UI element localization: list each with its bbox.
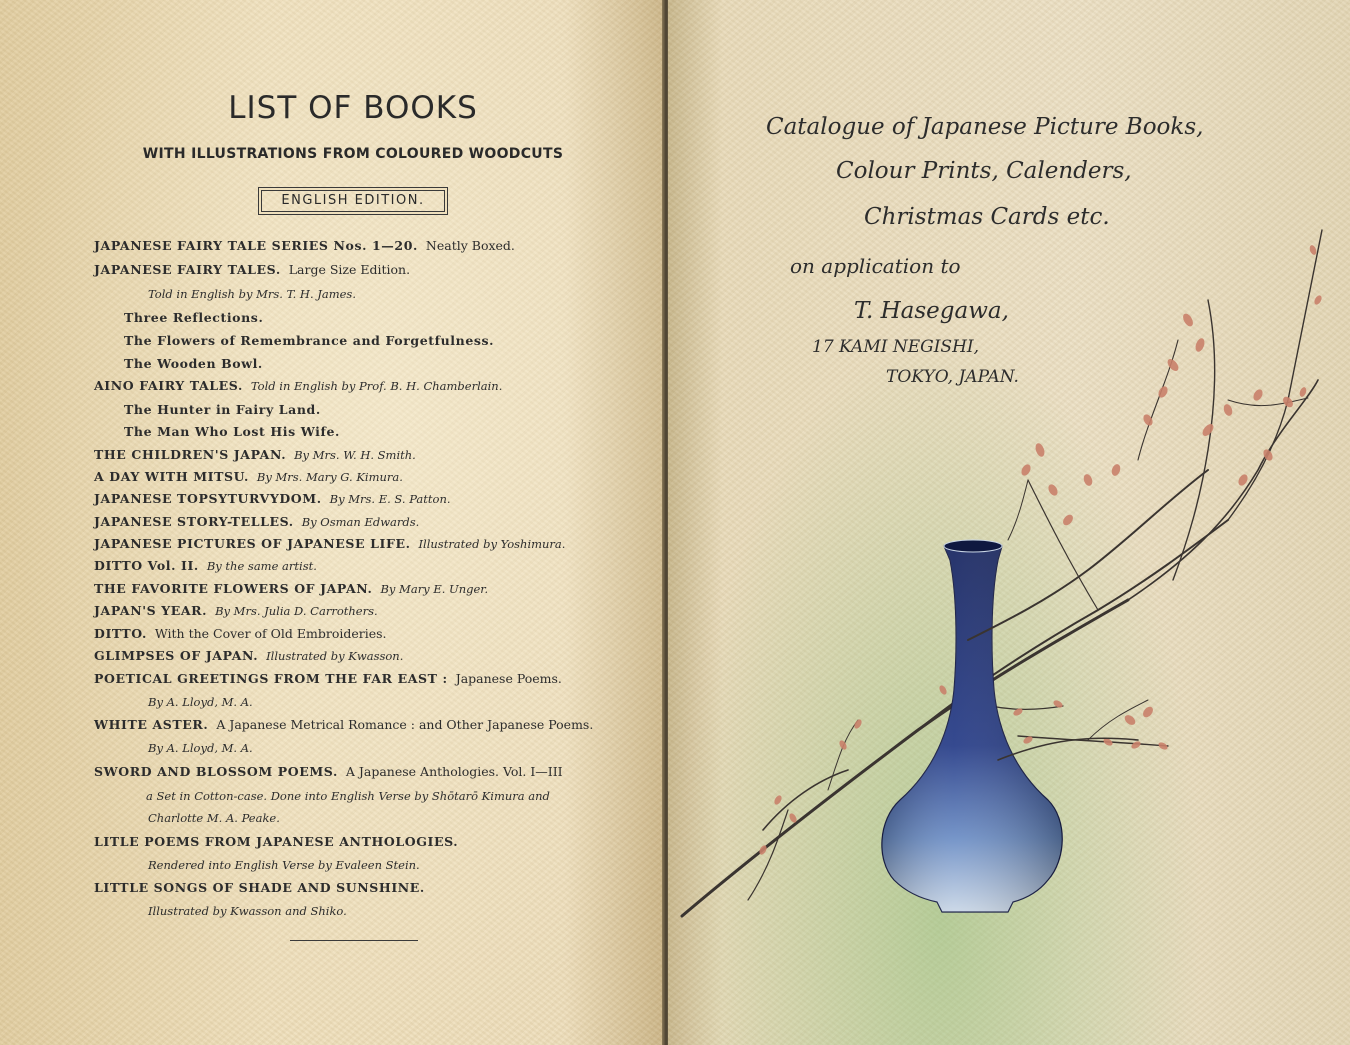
book-entry: [124, 402, 321, 417]
book-note: By Mrs. Mary G. Kimura.: [256, 470, 403, 484]
publisher-name: T. Hasegawa,: [854, 298, 1009, 324]
application-line: on application to: [790, 254, 961, 278]
list-subtitle: WITH ILLUSTRATIONS FROM COLOURED WOODCUTS: [142, 146, 564, 162]
right-page: [668, 0, 1350, 1045]
book-entry: [124, 310, 263, 325]
book-entry: [148, 903, 347, 918]
book-title: LITLE POEMS FROM JAPANESE ANTHOLOGIES.: [94, 834, 459, 849]
end-rule: [290, 940, 418, 941]
catalogue-line-1: Catalogue of Japanese Picture Books,: [766, 114, 1204, 140]
left-page: [0, 0, 664, 1045]
book-note: A Japanese Metrical Romance : and Other Japanese Poems.: [216, 717, 594, 732]
book-entry: [148, 810, 280, 825]
book-entry: [94, 717, 593, 732]
book-entry: [124, 356, 263, 371]
book-entry: [94, 447, 416, 462]
book-note: By Mrs. Julia D. Carrothers.: [215, 604, 378, 618]
book-entry: [94, 536, 565, 551]
book-note: Neatly Boxed.: [425, 238, 515, 253]
book-note: Charlotte M. A. Peake.: [148, 811, 280, 825]
book-entry: [148, 286, 356, 301]
catalogue-line-3: Christmas Cards etc.: [864, 204, 1110, 230]
book-note: Told in English by Mrs. T. H. James.: [148, 287, 356, 301]
book-title: DITTO.: [94, 626, 147, 641]
book-entry: [94, 514, 419, 529]
book-entry: [94, 491, 451, 506]
book-title: DITTO Vol. II.: [94, 558, 199, 573]
book-title: LITTLE SONGS OF SHADE AND SUNSHINE.: [94, 880, 425, 895]
book-note: By Mary E. Unger.: [380, 582, 489, 596]
book-entry: [148, 740, 253, 755]
edition-label: ENGLISH EDITION.: [258, 187, 448, 215]
vase-and-blossom-illustration: [668, 0, 1350, 1045]
book-title: GLIMPSES OF JAPAN.: [94, 648, 259, 663]
book-note: Illustrated by Kwasson and Shiko.: [148, 904, 347, 918]
book-entry: [148, 694, 253, 709]
book-note: Rendered into English Verse by Evaleen Stein.: [148, 858, 420, 872]
address-city: TOKYO, JAPAN.: [886, 367, 1019, 387]
book-entry: [94, 764, 563, 779]
book-entry: [94, 671, 562, 686]
book-note: By Mrs. W. H. Smith.: [294, 448, 416, 462]
book-entry: [94, 648, 403, 663]
book-note: Japanese Poems.: [455, 671, 562, 686]
book-title: JAPANESE FAIRY TALE SERIES Nos. 1—20.: [94, 238, 418, 253]
book-note: Illustrated by Yoshimura.: [418, 537, 566, 551]
book-note: By Mrs. E. S. Patton.: [329, 492, 451, 506]
book-title: The Man Who Lost His Wife.: [124, 424, 340, 439]
book-note: Large Size Edition.: [288, 262, 411, 277]
book-entry: [94, 558, 317, 573]
book-note: By A. Lloyd, M. A.: [148, 695, 253, 709]
book-entry: [94, 603, 378, 618]
book-entry: [124, 333, 494, 348]
book-title: WHITE ASTER.: [94, 717, 209, 732]
catalogue-line-2: Colour Prints, Calenders,: [836, 158, 1132, 184]
book-note: By Osman Edwards.: [301, 515, 420, 529]
book-note: A Japanese Anthologies. Vol. I—III: [345, 764, 563, 779]
book-title: The Flowers of Remembrance and Forgetfulness.: [124, 333, 495, 348]
book-note: a Set in Cotton-case. Done into English Verse by Shōtarō Kimura and: [146, 789, 550, 803]
book-title: The Hunter in Fairy Land.: [124, 402, 321, 417]
book-title: THE FAVORITE FLOWERS OF JAPAN.: [94, 581, 373, 596]
book-note: Told in English by Prof. B. H. Chamberlain.: [250, 379, 503, 393]
book-note: By A. Lloyd, M. A.: [148, 741, 253, 755]
book-title: JAPANESE FAIRY TALES.: [94, 262, 281, 277]
book-entry: [94, 262, 410, 277]
book-entry: [94, 834, 458, 849]
book-entry: [94, 581, 488, 596]
book-title: Three Reflections.: [124, 310, 264, 325]
book-title: JAPANESE PICTURES OF JAPANESE LIFE.: [94, 536, 411, 551]
book-entry: [94, 626, 387, 641]
book-title: JAPANESE STORY-TELLES.: [94, 514, 294, 529]
book-entry: [94, 880, 425, 895]
book-entry: [94, 238, 515, 253]
book-entry: [94, 378, 502, 393]
book-title: SWORD AND BLOSSOM POEMS.: [94, 764, 338, 779]
book-entry: [124, 424, 340, 439]
book-title: JAPANESE TOPSYTURVYDOM.: [94, 491, 322, 506]
book-title: The Wooden Bowl.: [124, 356, 263, 371]
address-street: 17 KAMI NEGISHI,: [812, 337, 980, 357]
book-note: Illustrated by Kwasson.: [266, 649, 404, 663]
book-title: AINO FAIRY TALES.: [94, 378, 243, 393]
book-title: THE CHILDREN'S JAPAN.: [94, 447, 287, 462]
book-entry: [94, 469, 403, 484]
book-title: POETICAL GREETINGS FROM THE FAR EAST :: [94, 671, 448, 686]
book-note: With the Cover of Old Embroideries.: [154, 626, 387, 641]
book-title: JAPAN'S YEAR.: [94, 603, 208, 618]
book-entry: [148, 857, 420, 872]
book-note: By the same artist.: [206, 559, 317, 573]
book-title: A DAY WITH MITSU.: [94, 469, 249, 484]
book-entry: [146, 788, 550, 803]
list-title: LIST OF BOOKS: [228, 90, 478, 126]
